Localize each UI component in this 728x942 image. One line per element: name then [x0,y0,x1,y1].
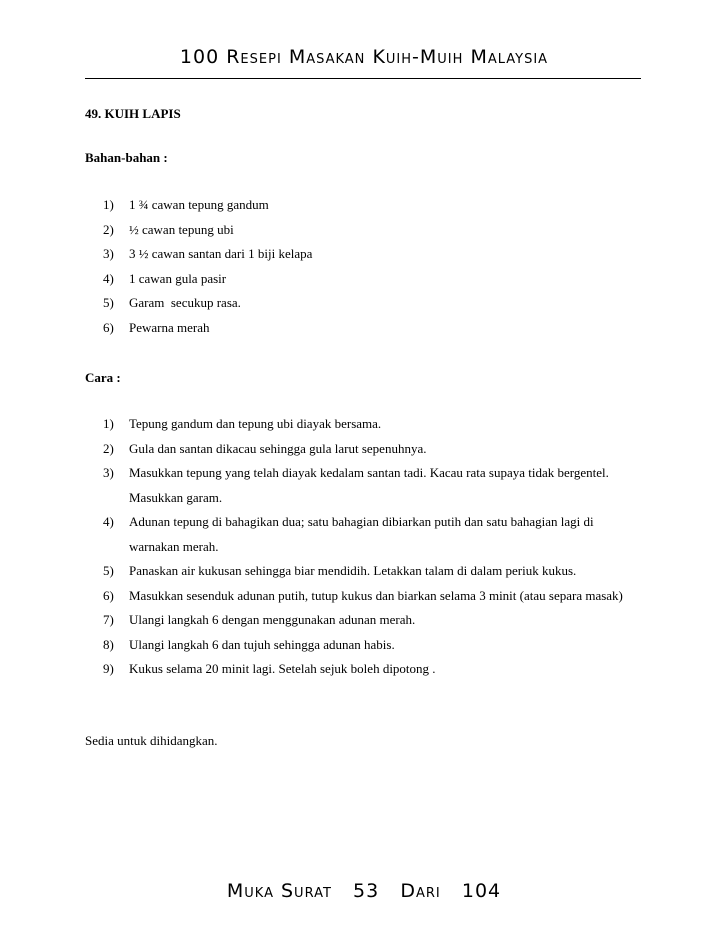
item-text: 1 cawan gula pasir [129,270,227,286]
page-header-title: 100 Resepi Masakan Kuih-Muih Malaysia [179,46,549,68]
item-text: 3 ½ cawan santan dari 1 biji kelapa [129,246,313,261]
header-divider [85,78,641,79]
list-item [85,584,641,609]
item-number: 5) [103,295,114,310]
step-number: 1) [103,416,114,431]
page-footer [0,880,728,902]
step-number: 9) [103,661,114,676]
recipe-title: 49. KUIH LAPIS [85,106,181,121]
list-item [85,657,641,682]
footer-of-label: Dari [400,880,441,902]
list-item [85,291,641,316]
item-number: 4) [103,270,114,286]
item-number: 1) [103,197,114,212]
footer-total-pages: 104 [461,880,502,902]
step-text: Gula dan santan dikacau sehingga gula larut sepenuhnya. [129,440,427,456]
list-item [85,242,641,267]
ingredients-list [85,193,641,340]
item-number: 2) [103,221,114,237]
list-item [85,412,641,437]
step-text: Tepung gandum dan tepung ubi diayak bersama. [129,416,382,431]
list-item [85,510,641,559]
list-item [85,437,641,462]
item-number: 6) [103,319,114,335]
list-item [85,559,641,584]
serving-note: Sedia untuk dihidangkan. [85,733,218,748]
list-item [85,193,641,218]
list-item [85,461,641,510]
step-number: 8) [103,636,114,652]
list-item [85,608,641,633]
step-number: 5) [103,563,114,578]
footer-page-number: 53 [353,880,380,902]
step-number: 7) [103,612,114,627]
step-number: 3) [103,465,114,480]
step-text: Masukkan tepung yang telah diayak kedalam santan tadi. Kacau rata supaya tidak bergentel. Masukkan garam. [129,465,609,505]
list-item [85,633,641,658]
item-number: 3) [103,246,114,261]
item-text: Garam secukup rasa. [129,295,241,310]
method-steps-list [85,412,641,682]
footer-page-label: Muka Surat [226,880,332,902]
step-text: Masukkan sesenduk adunan putih, tutup kukus dan biarkan selama 3 minit (atau separa masak) [129,587,623,603]
ingredients-heading: Bahan-bahan : [85,150,168,165]
step-text: Ulangi langkah 6 dengan menggunakan adunan merah. [129,612,416,627]
item-text: ½ cawan tepung ubi [129,221,234,237]
item-text: 1 ¾ cawan tepung gandum [129,197,269,212]
step-number: 2) [103,440,114,456]
step-number: 4) [103,514,114,529]
step-text: Panaskan air kukusan sehingga biar mendidih. Letakkan talam di dalam periuk kukus. [129,563,577,578]
list-item [85,316,641,341]
step-text: Adunan tepung di bahagikan dua; satu bahagian dibiarkan putih dan satu bahagian lagi di warnakan merah. [129,514,594,554]
step-text: Kukus selama 20 minit lagi. Setelah sejuk boleh dipotong . [129,661,436,676]
method-heading: Cara : [85,370,121,385]
list-item [85,267,641,292]
item-text: Pewarna merah [129,319,210,335]
step-text: Ulangi langkah 6 dan tujuh sehingga adunan habis. [129,636,395,652]
list-item [85,218,641,243]
step-number: 6) [103,587,114,603]
